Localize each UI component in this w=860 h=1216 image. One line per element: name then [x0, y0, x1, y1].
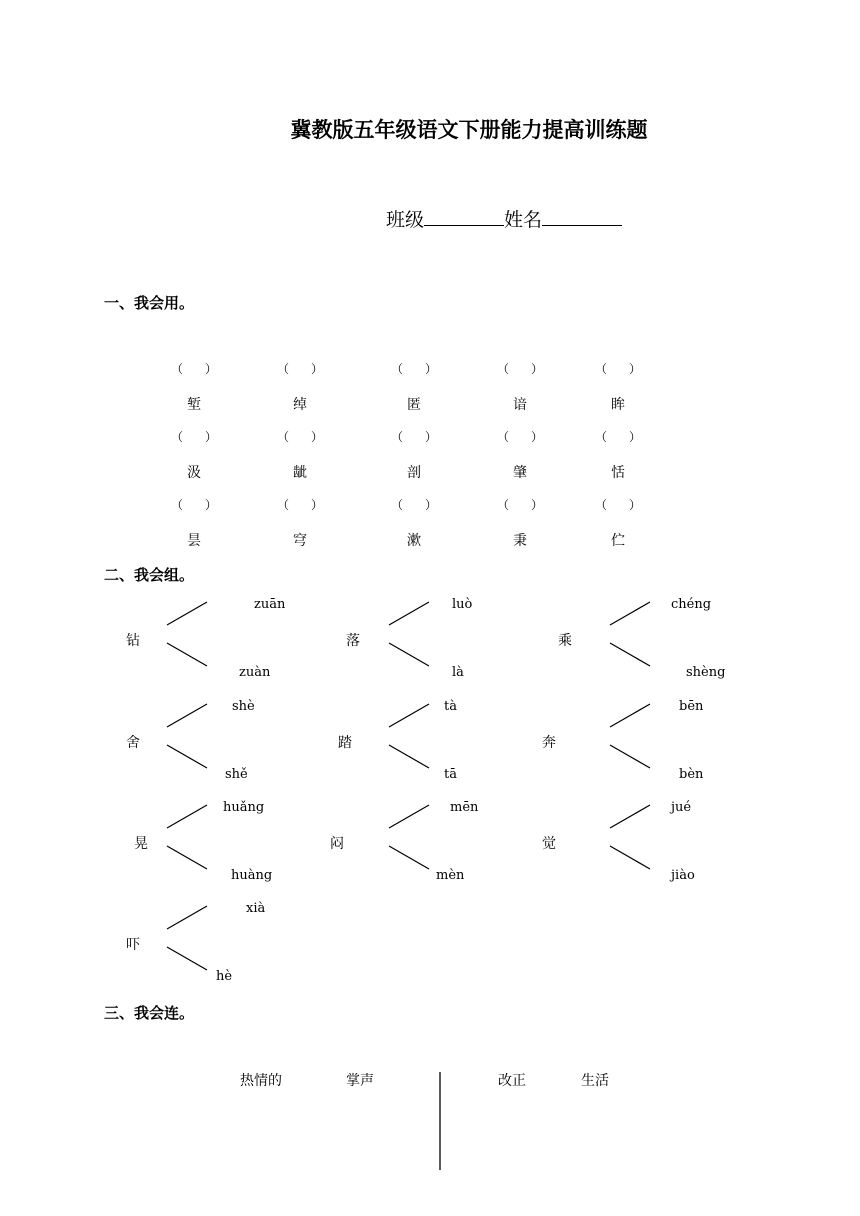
- pinyin-bottom: là: [452, 665, 464, 680]
- character-item: 秉: [513, 533, 527, 549]
- pinyin-bottom: bèn: [679, 767, 704, 782]
- pinyin-blank[interactable]: （ ）: [497, 498, 544, 512]
- branch-line-bottom: [167, 643, 207, 666]
- branch-line-top: [610, 704, 650, 727]
- pinyin-blank[interactable]: （ ）: [391, 498, 438, 512]
- right-word-1[interactable]: 改正: [498, 1073, 526, 1089]
- polyphone-char: 钻: [126, 633, 140, 649]
- polyphone-char: 舍: [126, 735, 140, 751]
- character-item: 匿: [407, 397, 421, 413]
- pinyin-blank[interactable]: （ ）: [595, 498, 642, 512]
- pinyin-bottom: shě: [225, 767, 248, 782]
- pinyin-blank[interactable]: （ ）: [171, 362, 218, 376]
- character-item: 剖: [407, 465, 421, 481]
- branch-line-bottom: [389, 846, 429, 869]
- polyphone-char: 晃: [134, 836, 148, 852]
- polyphone-char: 闷: [330, 836, 344, 852]
- section1-heading: 一、我会用。: [104, 294, 195, 312]
- pinyin-top: xià: [246, 901, 266, 916]
- pinyin-blank[interactable]: （ ）: [277, 430, 324, 444]
- pinyin-blank[interactable]: （ ）: [277, 498, 324, 512]
- left-word-1[interactable]: 热情的: [240, 1073, 282, 1089]
- branch-line-bottom: [167, 947, 207, 970]
- pinyin-blank[interactable]: （ ）: [391, 362, 438, 376]
- pinyin-top: shè: [232, 699, 255, 714]
- pinyin-bottom: hè: [216, 969, 233, 984]
- polyphone-char: 觉: [542, 836, 556, 852]
- pinyin-blank[interactable]: （ ）: [595, 430, 642, 444]
- pinyin-top: chéng: [671, 597, 712, 612]
- right-word-2[interactable]: 生活: [581, 1073, 609, 1089]
- branch-line-top: [389, 704, 429, 727]
- pinyin-top: bēn: [679, 699, 704, 714]
- pinyin-top: mēn: [450, 800, 479, 815]
- branch-line-bottom: [610, 846, 650, 869]
- branch-line-top: [389, 602, 429, 625]
- pinyin-bottom: zuàn: [239, 665, 271, 680]
- branch-line-bottom: [389, 745, 429, 768]
- pinyin-blank[interactable]: （ ）: [391, 430, 438, 444]
- pinyin-top: luò: [452, 597, 473, 612]
- pinyin-bottom: mèn: [436, 868, 465, 883]
- pinyin-bottom: shèng: [686, 665, 726, 680]
- character-item: 眸: [611, 397, 625, 413]
- pinyin-blank[interactable]: （ ）: [595, 362, 642, 376]
- pinyin-bottom: tā: [444, 767, 457, 782]
- branch-line-top: [610, 805, 650, 828]
- character-item: 昙: [187, 533, 201, 549]
- character-item: 肇: [513, 465, 527, 481]
- section3-heading: 三、我会连。: [104, 1004, 195, 1022]
- branch-line-top: [167, 704, 207, 727]
- pinyin-bottom: huàng: [231, 868, 273, 883]
- character-item: 谙: [513, 397, 527, 413]
- pinyin-top: huǎng: [223, 800, 265, 815]
- pinyin-blank[interactable]: （ ）: [497, 362, 544, 376]
- section2-heading: 二、我会组。: [104, 566, 195, 584]
- polyphone-char: 落: [346, 633, 360, 649]
- branch-line-top: [389, 805, 429, 828]
- name-label: 姓名: [504, 209, 543, 231]
- polyphone-char: 踏: [338, 735, 352, 751]
- pinyin-top: zuān: [254, 597, 286, 612]
- branch-line-bottom: [610, 745, 650, 768]
- pinyin-top: tà: [444, 699, 457, 714]
- character-item: 龇: [293, 465, 307, 481]
- pinyin-blank[interactable]: （ ）: [171, 498, 218, 512]
- branch-line-bottom: [610, 643, 650, 666]
- branch-line-top: [167, 602, 207, 625]
- character-item: 伫: [611, 533, 625, 549]
- character-item: 漱: [407, 533, 421, 549]
- pinyin-blank[interactable]: （ ）: [171, 430, 218, 444]
- branch-line-bottom: [167, 745, 207, 768]
- class-label: 班级: [386, 209, 425, 231]
- pinyin-top: jué: [671, 800, 692, 815]
- character-item: 汲: [187, 465, 201, 481]
- branch-line-bottom: [389, 643, 429, 666]
- left-word-2[interactable]: 掌声: [346, 1073, 374, 1089]
- page-title: 冀教版五年级语文下册能力提高训练题: [290, 117, 648, 142]
- pinyin-blank[interactable]: （ ）: [277, 362, 324, 376]
- polyphone-char: 吓: [126, 937, 140, 953]
- polyphone-char: 乘: [558, 633, 572, 649]
- branch-line-top: [167, 906, 207, 929]
- pinyin-bottom: jiào: [671, 868, 695, 883]
- polyphone-char: 奔: [542, 735, 556, 751]
- character-item: 恬: [611, 465, 625, 481]
- branch-line-top: [610, 602, 650, 625]
- branch-line-top: [167, 805, 207, 828]
- character-item: 穹: [293, 533, 307, 549]
- branch-line-bottom: [167, 846, 207, 869]
- character-item: 堑: [187, 397, 201, 413]
- pinyin-blank[interactable]: （ ）: [497, 430, 544, 444]
- character-item: 绰: [293, 397, 307, 413]
